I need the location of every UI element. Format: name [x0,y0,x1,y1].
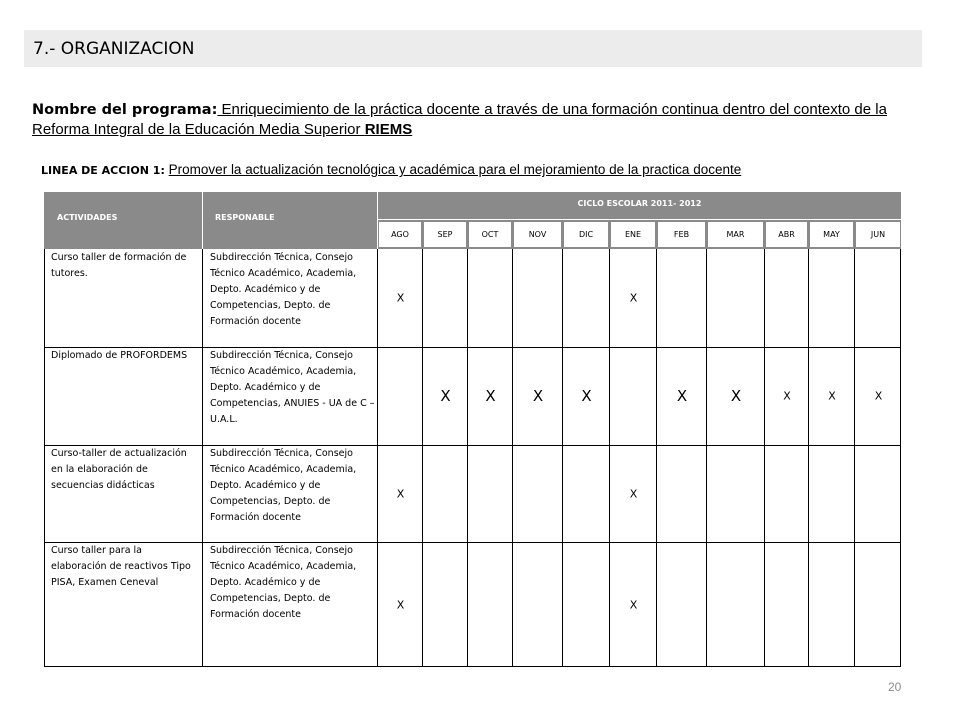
action-line-label: LINEA DE ACCION 1 [41,164,161,177]
grid-line [202,249,203,666]
section-title: 7.- ORGANIZACION [33,38,195,59]
month-header-oct: OCT [469,222,511,247]
month-header-dic: DIC [564,222,608,247]
grid-line [512,249,513,666]
schedule-mark: X [828,389,836,403]
grid-line [764,249,765,666]
grid-line [706,249,707,666]
grid-line [808,249,809,666]
activities-table [44,249,901,667]
schedule-mark: X [440,387,451,405]
program-colon: : [211,102,218,118]
schedule-mark: X [532,387,544,405]
program-acronym: RIEMS [364,121,413,138]
month-header-nov: NOV [514,222,561,247]
section-header [24,30,922,67]
grid-line [377,249,378,666]
schedule-mark: X [629,598,638,611]
grid-line [854,249,855,666]
grid-line [422,249,423,666]
grid-line [467,249,468,666]
schedule-mark: X [396,291,405,305]
responsible-cell: Subdirección Técnica, Consejo Técnico Académico, Academia, Depto. Académico y de Competencias, Depto. de Formación docente [210,252,357,327]
month-header-abr: ABR [766,222,807,247]
month-header-feb: FEB [658,222,705,247]
schedule-mark: X [730,387,742,405]
month-header-mar: MAR [708,222,763,247]
grid-line [609,249,610,666]
action-line-colon: : [160,164,169,177]
schedule-mark: X [485,387,496,405]
schedule-mark: X [396,598,405,611]
activity-cell: Curso taller para la elaboración de reactivos Tipo PISA, Examen Ceneval [51,545,191,588]
action-line [41,162,921,177]
grid-line [562,249,563,666]
schedule-mark: X [676,387,688,405]
program-text: Enriquecimiento de la práctica docente a través de una formación continua dentro del contexto de la Reforma Integral de la Educación Media Superior [32,101,887,138]
month-header-ago: AGO [379,222,421,247]
column-header-responsable: RESPONABLE [215,213,275,222]
month-header-sep: SEP [424,222,466,247]
activity-cell: Diplomado de PROFORDEMS [51,350,188,361]
program-name [32,100,917,139]
month-header-jun: JUN [856,222,900,247]
activity-cell: Curso taller de formación de tutores. [51,252,187,279]
action-line-text: Promover la actualización tecnológica y académica para el mejoramiento de la practica docente [168,162,742,177]
program-label: Nombre del programa [32,102,212,118]
schedule-mark: X [874,389,883,403]
responsible-cell: Subdirección Técnica, Consejo Técnico Académico, Academia, Depto. Académico y de Competencias, Depto. de Formación docente [210,545,357,620]
column-header-actividades: ACTIVIDADES [57,213,118,222]
grid-line [656,249,657,666]
month-header-ene: ENE [611,222,655,247]
schedule-mark: X [783,389,791,403]
schedule-mark: X [396,487,405,500]
table-header [44,192,901,249]
month-header-may: MAY [810,222,853,247]
responsible-cell: Subdirección Técnica, Consejo Técnico Académico, Academia, Depto. Académico y de Competencias, ANUIES - UA de C – U.A.L. [210,350,375,425]
column-header-ciclo: CICLO ESCOLAR 2011- 2012 [577,199,702,208]
schedule-mark: X [629,487,638,500]
responsible-cell: Subdirección Técnica, Consejo Técnico Académico, Academia, Depto. Académico y de Competencias, Depto. de Formación docente [210,448,357,523]
activity-cell: Curso-taller de actualización en la elaboración de secuencias didácticas [51,448,187,491]
schedule-mark: X [581,387,592,405]
page-number: 20 [888,680,902,694]
schedule-mark: X [629,291,638,305]
